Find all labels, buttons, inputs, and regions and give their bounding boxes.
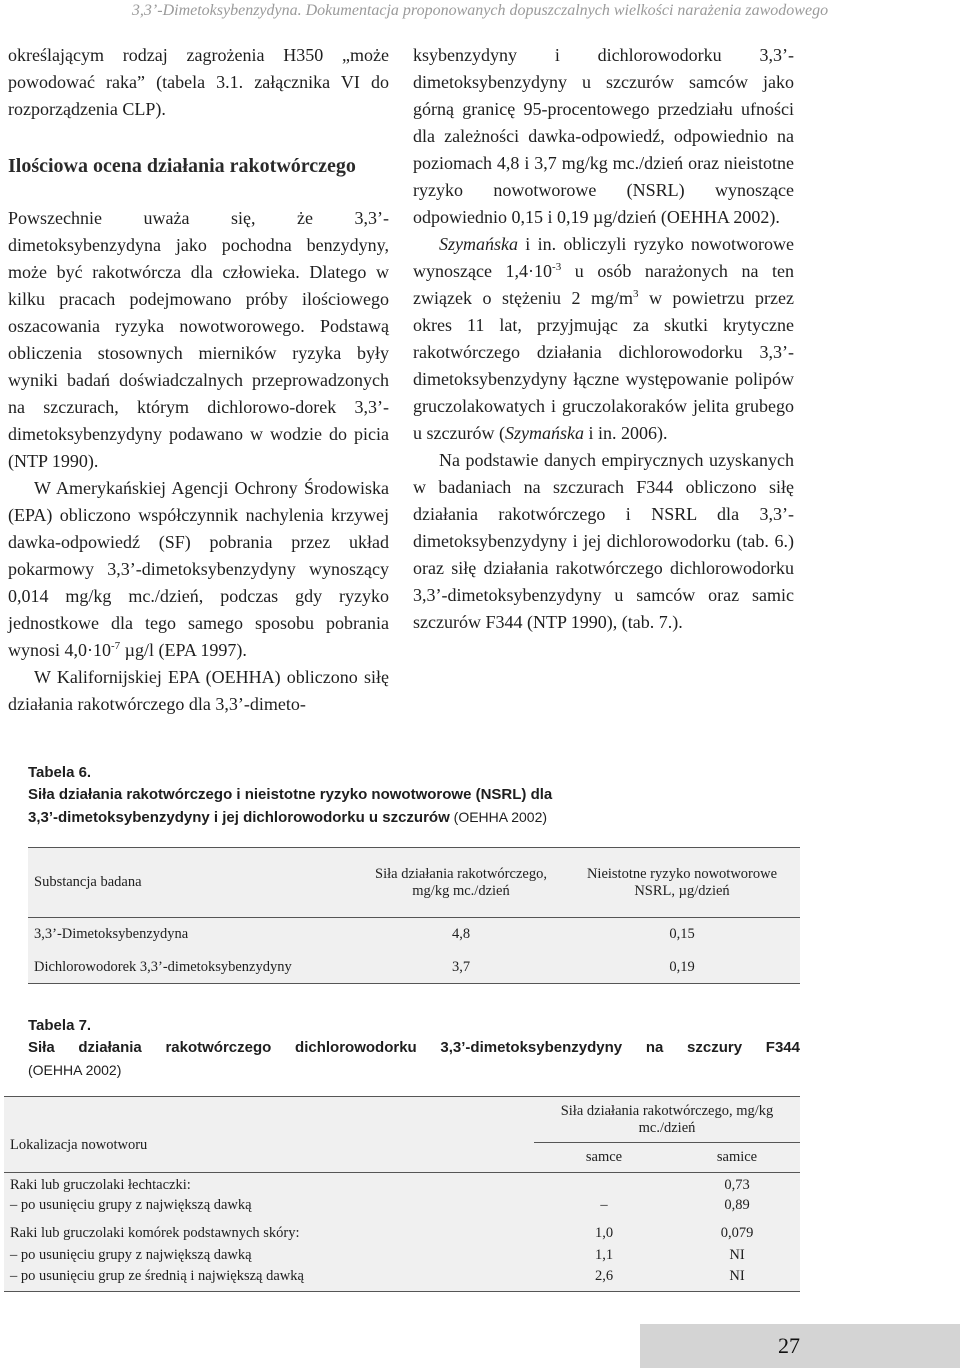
table-row bbox=[4, 1173, 800, 1195]
table6-header-potency: Siła działania rakotwórczego, mg/kg mc./dzień bbox=[375, 865, 547, 899]
table6 bbox=[28, 847, 800, 984]
paragraph-continuation: określającym rodzaj zagrożenia H350 „może powodować raka” (tabela 3.1. załącznika VI do rozporządzenia CLP). bbox=[8, 45, 389, 119]
table7-group1-title: Raki lub gruczolaki łechtaczki: bbox=[10, 1177, 191, 1194]
table6-caption bbox=[28, 762, 828, 829]
table7-title: Siła działania rakotwórczego dichlorowodorku 3,3’-dimetoksybenzydyny na szczury F344 bbox=[28, 1039, 800, 1056]
table7-cell-male: – bbox=[600, 1197, 608, 1213]
table7-group1-sub: – po usunięciu grupy z największą dawką bbox=[10, 1197, 252, 1213]
right-column bbox=[413, 42, 794, 636]
table7-group2-sub2: – po usunięciu grup ze średnią i największą dawką bbox=[10, 1267, 304, 1284]
table7-header-row bbox=[4, 1097, 800, 1143]
table6-cell-potency: 3,7 bbox=[451, 958, 471, 975]
table-row bbox=[4, 1266, 800, 1292]
table7-cell-male: 2,6 bbox=[594, 1267, 614, 1284]
table6-source: (OEHHA 2002) bbox=[449, 809, 548, 825]
section-heading: Ilościowa ocena działania rakotwórczego bbox=[8, 155, 356, 177]
page-number: 27 bbox=[778, 1333, 800, 1358]
running-header: 3,3’-Dimetoksybenzydyna. Dokumentacja proponowanych dopuszczalnych wielkości narażenia zawodowego bbox=[131, 2, 829, 19]
table7-header-location: Lokalizacja nowotworu bbox=[10, 1137, 148, 1153]
table6-cell-substance: 3,3’-Dimetoksybenzydyna bbox=[34, 926, 189, 943]
table7-cell-female: NI bbox=[729, 1246, 745, 1263]
table-row bbox=[28, 952, 800, 984]
table-row bbox=[4, 1195, 800, 1217]
table7-cell-female: 0,079 bbox=[720, 1225, 754, 1241]
table6-label: Tabela 6. bbox=[28, 764, 92, 781]
table7-cell-female: NI bbox=[729, 1267, 745, 1284]
table7-cell-male: 1,1 bbox=[594, 1246, 614, 1263]
table7-cell-female: 0,73 bbox=[724, 1177, 750, 1194]
table6-header-row bbox=[28, 848, 800, 918]
paragraph-oehha: W Kalifornijskiej EPA (OEHHA) obliczono siłę działania rakotwórczego dla 3,3’-dimeto- bbox=[8, 667, 389, 714]
paragraph-oehha-cont: ksybenzydyny i dichlorowodorku 3,3’-dimetoksybenzydyny u szczurów samców jako górną granicę 95-procentowego przedziału ufności dla zależności dawka-odpowiedź, odpowiednio na poziomach 4,8 i 3,7 mg/kg mc./dzień oraz nieistotne ryzyko nowotworowe (NSRL) wynoszące odpowiednio 0,15 i 0,19 µg/dzień (OEHHA 2002). bbox=[413, 45, 794, 227]
table6-cell-potency: 4,8 bbox=[451, 926, 471, 943]
table7-header-males: samce bbox=[585, 1149, 623, 1165]
table7 bbox=[4, 1096, 800, 1292]
paragraph-ntp: Na podstawie danych empirycznych uzyskanych w badaniach na szczurach F344 obliczono siłę działania rakotwórczego i NSRL dla 3,3’-dimetoksybenzydyny i jej dichlorowodorku (tab. 6.) oraz siłę działania rakotwórczego dichlorowodorku 3,3’-dimetoksybenzydyny u samców oraz samic szczurów F344 (NTP 1990), (tab. 7.). bbox=[413, 450, 794, 632]
table-row bbox=[4, 1217, 800, 1245]
left-column bbox=[8, 42, 389, 718]
table6-title-line1: Siła działania rakotwórczego i nieistotne ryzyko nowotworowe (NSRL) dla bbox=[28, 786, 553, 803]
table7-header-females: samice bbox=[716, 1149, 758, 1165]
table7-label: Tabela 7. bbox=[28, 1017, 92, 1034]
table7-group2-sub1: – po usunięciu grupy z największą dawką bbox=[10, 1246, 252, 1263]
table7-header-potency: Siła działania rakotwórczego, mg/kg mc./dzień bbox=[534, 1097, 800, 1143]
table7-cell-male: 1,0 bbox=[594, 1225, 614, 1241]
paragraph-szymanska: Szymańska i in. obliczyli ryzyko nowotworowe wynoszące $1,4\cdot 10^{-3}$ u osób narażonych na ten związek o stężeniu 2 $mg/m^3$ w powietrzu przez okres 11 lat, przyjmując za skutki krytyczne rakotwórczego działania dichlorowodorku 3,3’-dimetoksybenzydyny łączne występowanie polipów gruczolakowatych i gruczolakoraków jelita grubego u szczurów (Szymańska i in. 2006). bbox=[413, 234, 795, 443]
table6-header-nsrl: Nieistotne ryzyko nowotworowe NSRL, µg/dzień bbox=[586, 865, 778, 899]
table7-caption bbox=[28, 1015, 800, 1081]
table6-title-line2: 3,3’-dimetoksybenzydyny i jej dichlorowodorku u szczurów bbox=[28, 809, 450, 826]
table6-cell-nsrl: 0,19 bbox=[669, 958, 695, 975]
paragraph-risk-intro: Powszechnie uważa się, że 3,3’-dimetoksybenzydyna jako pochodna benzydyny, może być rakotwórcza dla człowieka. Dlatego w kilku pracach podejmowano próby ilościowego oszacowania ryzyka nowotworowego. Podstawą obliczenia stosownych mierników ryzyka były wyniki badań doświadczalnych przeprowadzonych na szczurach, którym dichlorowo-dorek 3,3’-dimetoksybenzydyny podawano w wodzie do picia (NTP 1990). bbox=[8, 208, 389, 471]
table6-cell-nsrl: 0,15 bbox=[669, 926, 695, 943]
table7-group2-title: Raki lub gruczolaki komórek podstawnych skóry: bbox=[10, 1225, 300, 1241]
table7-cell-female: 0,89 bbox=[724, 1197, 750, 1213]
table6-cell-substance: Dichlorowodorek 3,3’-dimetoksybenzydyny bbox=[34, 958, 292, 975]
table-row bbox=[4, 1245, 800, 1266]
page-number-box bbox=[640, 1324, 960, 1368]
table7-source: (OEHHA 2002) bbox=[28, 1062, 122, 1078]
table6-header-substance: Substancja badana bbox=[34, 874, 142, 890]
paragraph-epa: W Amerykańskiej Agencji Ochrony Środowiska (EPA) obliczono współczynnik nachylenia krzywej dawka-odpowiedź (SF) pobrania przez układ pokarmowy 3,3’-dimetoksybenzydyny wynoszący 0,014 mg/kg mc./dzień, podczas gdy ryzyko jednostkowe dla tego samego sposobu pobrania wynosi $4,0\cdot 10^{-7}$ µg/l (EPA 1997). bbox=[8, 478, 389, 660]
table-row bbox=[28, 918, 800, 952]
